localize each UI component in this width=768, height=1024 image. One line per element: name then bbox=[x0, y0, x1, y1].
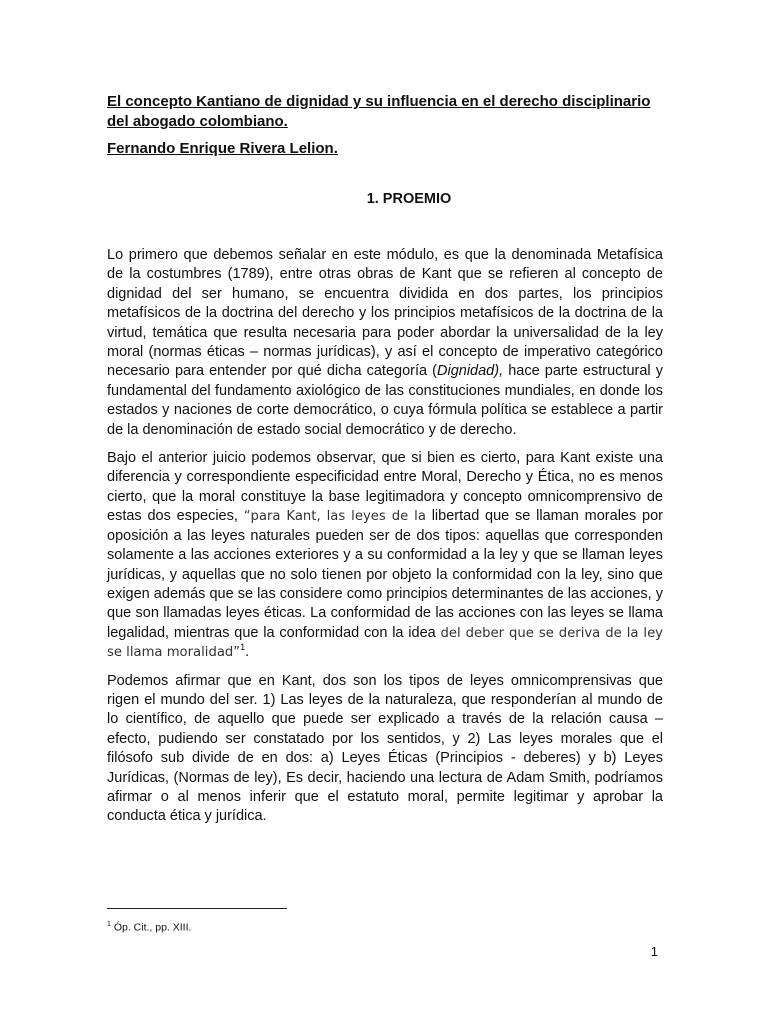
document-body bbox=[107, 246, 663, 836]
quote-opening: “para Kant, las leyes de la bbox=[243, 509, 426, 525]
footnote-reference[interactable]: 1 bbox=[240, 642, 246, 653]
page-number: 1 bbox=[650, 944, 658, 959]
paragraph-1-end: hace parte estructural y fundamental del fundamento axiológico de las constituciones mundiales, en donde los estados y naciones de corte democrático, o cuya fórmula política se establece a partir de la denominación de estado social democrático y de derecho. bbox=[107, 363, 663, 438]
quote-closing: del deber que se deriva de la ley se llama moralidad” bbox=[107, 625, 663, 661]
paragraph-1-text: Lo primero que debemos señalar en este módulo, es que la denominada Metafísica de la costumbres (1789), entre otras obras de Kant que se refieren al concepto de dignidad del ser humano, se encuentra dividida en dos partes, los principios metafísicos de la doctrina del derecho y los principios metafísicos de la doctrina de la virtud, temática que resulta necesaria para poder abordar la universalidad de la ley moral (normas éticas – normas jurídicas), y así el concepto de imperativo categórico necesario para entender por qué dicha categoría ( bbox=[107, 247, 663, 380]
paragraph-1-italic: Dignidad), bbox=[437, 363, 504, 380]
footnote bbox=[107, 918, 191, 935]
paragraph-2-middle: libertad que se llaman morales por oposición a las leyes naturales pueden ser de dos tipos: aquellas que corresponden solamente a las acciones exteriores y a su conformidad a la ley y que se llaman leyes jurídicas, y aquellas que no solo tienen por objeto la conformidad con la ley, sino que exigen además que se las considere como principios determinantes de las acciones, y que son llamadas leyes éticas. La conformidad de las acciones con las leyes se llama legalidad, mientras que la conformidad con la idea bbox=[107, 508, 663, 641]
document-title: El concepto Kantiano de dignidad y su influencia en el derecho disciplinario del abogado colombiano. bbox=[107, 93, 651, 130]
footnote-text: Óp. Cit., pp. XIII. bbox=[110, 921, 192, 934]
paragraph-2-end: . bbox=[245, 644, 250, 661]
paragraph-1 bbox=[107, 246, 663, 440]
author-name: Fernando Enrique Rivera Lelion. bbox=[107, 140, 338, 157]
footnote-divider bbox=[107, 908, 287, 909]
paragraph-2 bbox=[107, 449, 663, 662]
paragraph-3: Podemos afirmar que en Kant, dos son los tipos de leyes omnicomprensivas que rigen el mundo del ser. 1) Las leyes de la naturaleza, que responderían al mundo de lo científico, de aquello que puede ser explicado a través de la relación causa – efecto, pudiendo ser constatado por los sentidos, y 2) Las leyes morales que el filósofo sub divide de en dos: a) Leyes Éticas (Principios - deberes) y b) Leyes Jurídicas, (Normas de ley), Es decir, haciendo una lectura de Adam Smith, podríamos afirmar o al menos inferir que el estatuto moral, permite legitimar y aprobar la conducta ética y jurídica. bbox=[107, 672, 663, 825]
paragraph-2-intro: Bajo el anterior juicio podemos observar, que si bien es cierto, para Kant existe una diferencia y correspondiente especificidad entre Moral, Derecho y Ética, no es menos cierto, que la moral constituye la base legitimadora y concepto omnicomprensivo de estas dos especies, bbox=[107, 450, 663, 525]
section-heading: 1. PROEMIO bbox=[366, 191, 452, 207]
footnote-marker: 1 bbox=[107, 921, 111, 928]
